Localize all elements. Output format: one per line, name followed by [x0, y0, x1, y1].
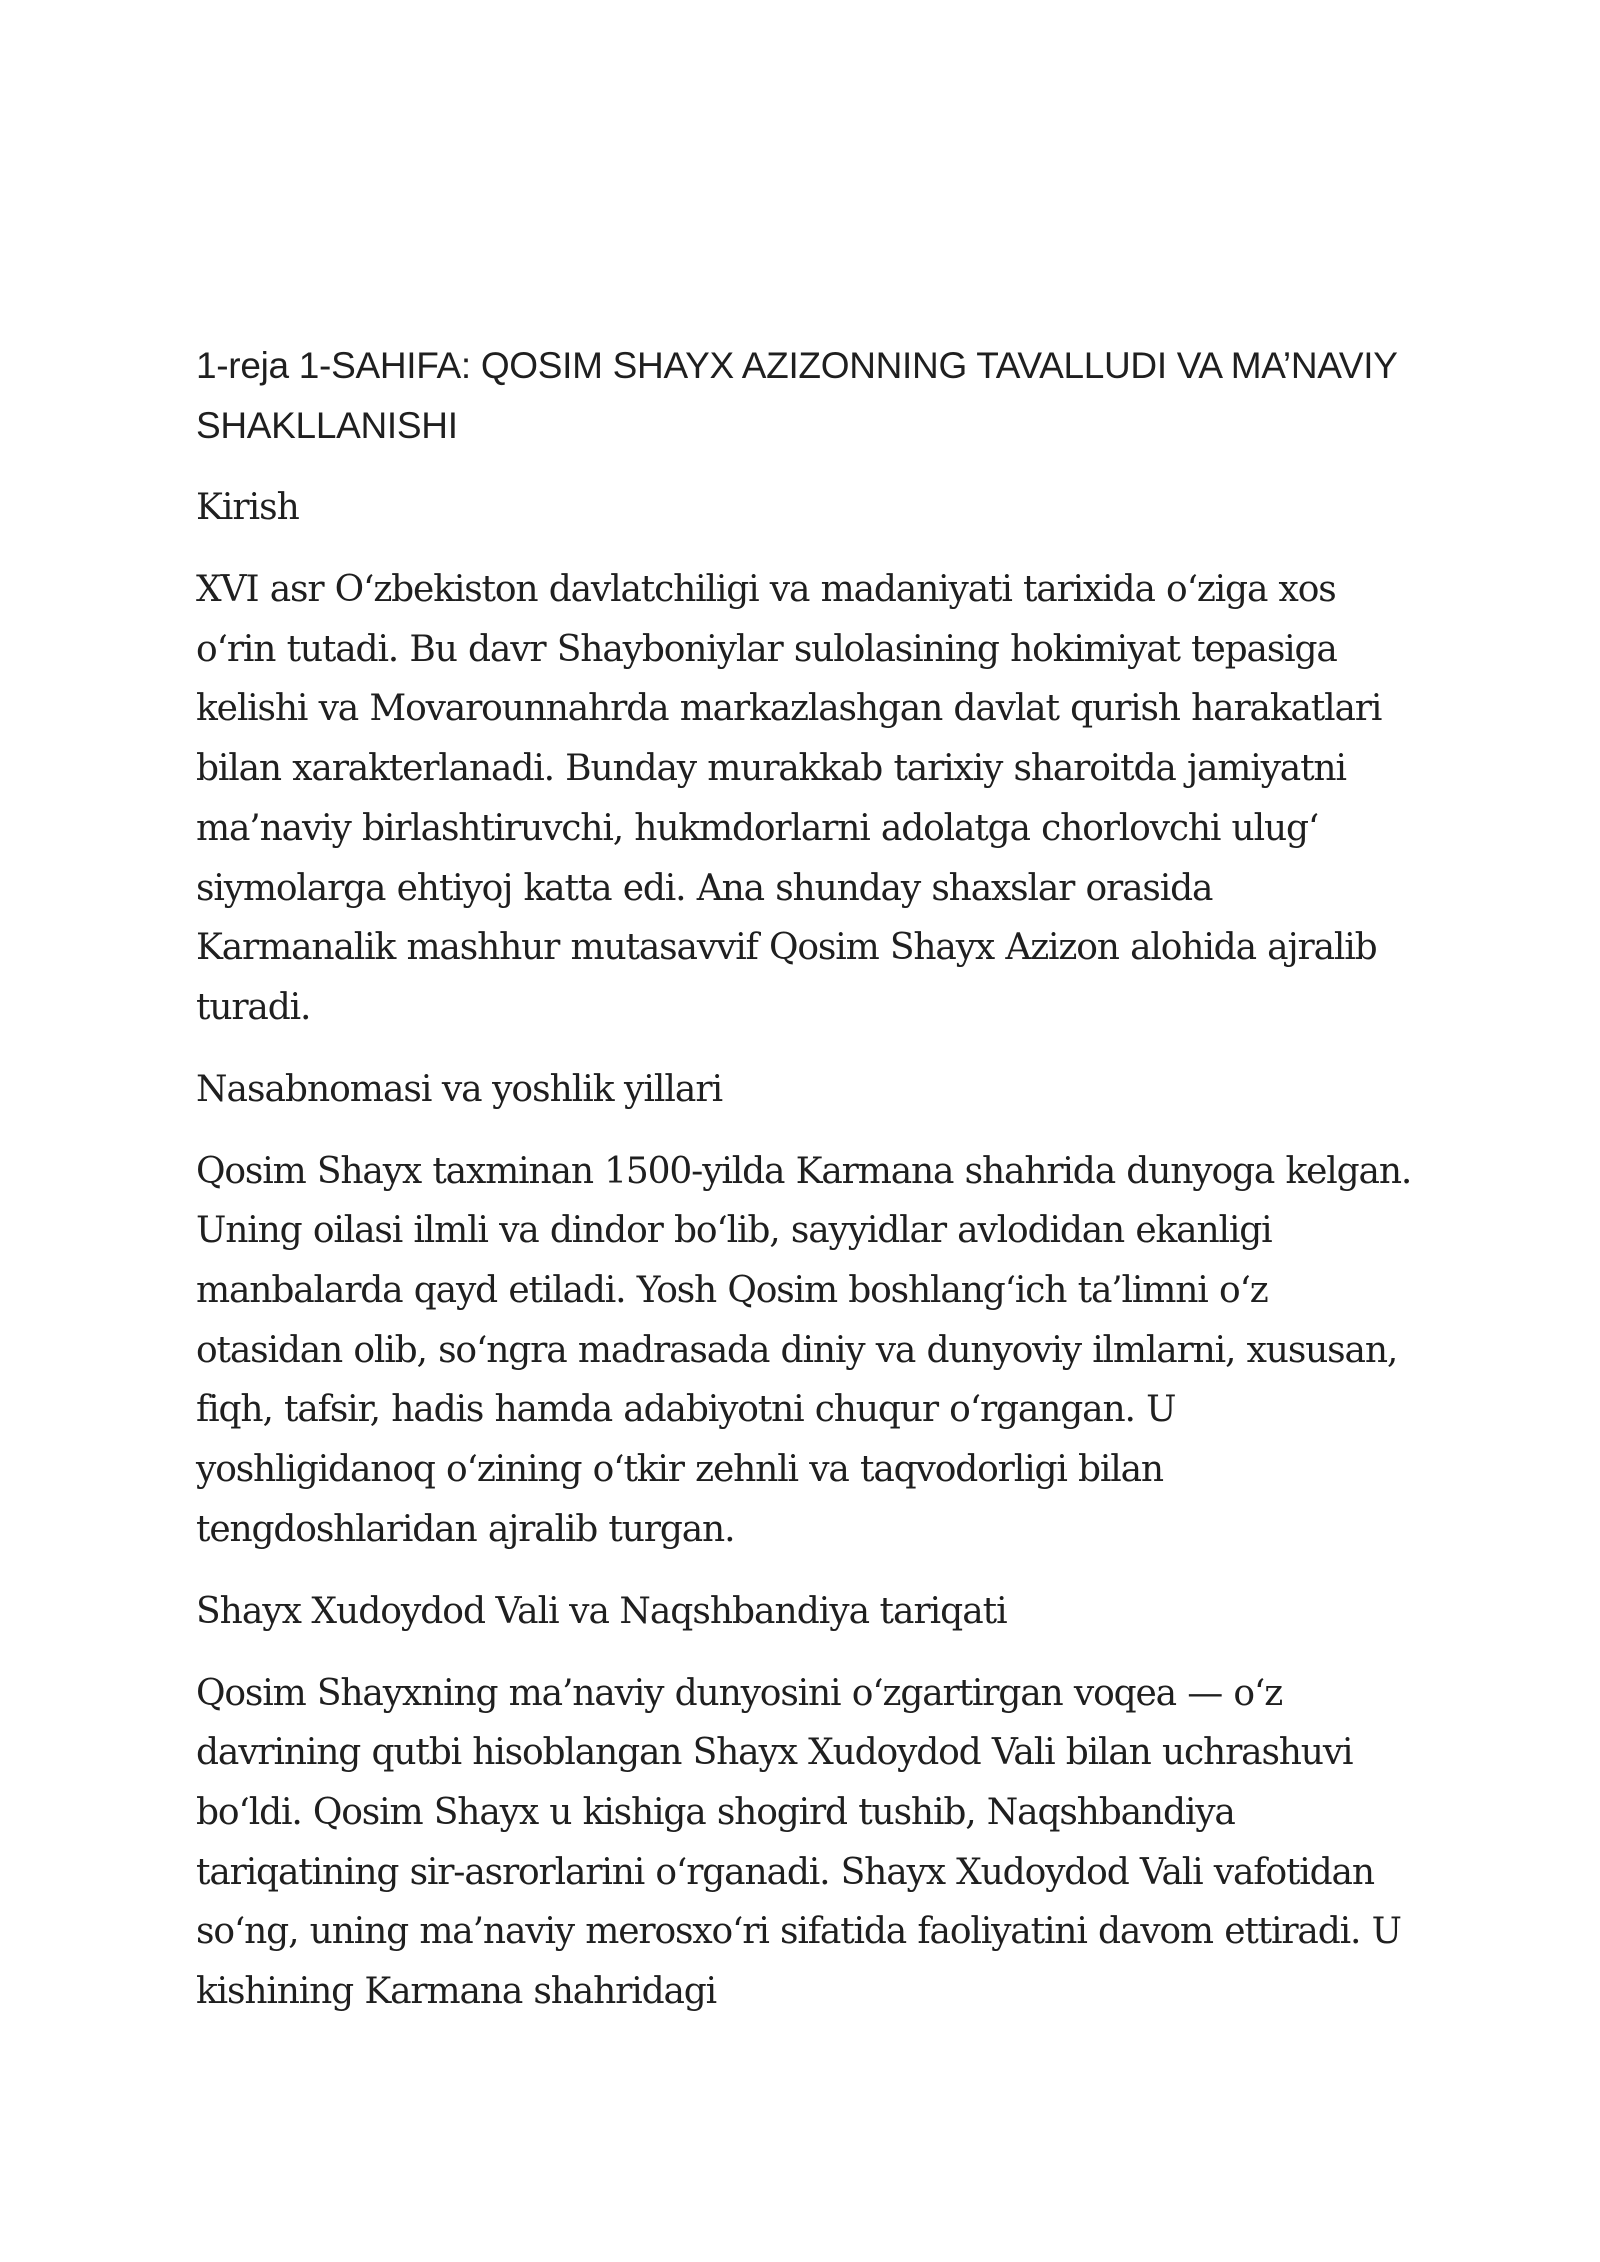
section-shayx-xudoydod [196, 1582, 1420, 2022]
section-nasabnomasi [196, 1060, 1420, 1560]
section-paragraph: Qosim Shayx taxminan 1500-yilda Karmana shahrida dunyoga kelgan. Uning oilasi ilmli va dindor bo‘lib, sayyidlar avlodidan ekanligi manbalarda qayd etiladi. Yosh Qosim boshlang‘ich ta’limni o‘z otasidan olib, so‘ngra madrasada diniy va dunyoviy ilmlarni, xususan, fiqh, tafsir, hadis hamda adabiyotni chuqur o‘rgangan. U yoshligidanoq o‘zining o‘tkir zehnli va taqvodorligi bilan tengdoshlaridan ajralib turgan. [196, 1150, 1412, 1550]
section-paragraph: Qosim Shayxning ma’naviy dunyosini o‘zgartirgan voqea — o‘z davrining qutbi hisoblangan Shayx Xudoydod Vali bilan uchrashuvi bo‘ldi. Qosim Shayx u kishiga shogird tushib, Naqshbandiya tariqatining sir-asrorlarini o‘rganadi. Shayx Xudoydod Vali vafotidan so‘ng, uning ma’naviy merosxo‘ri sifatida faoliyatini davom ettiradi. U kishining Karmana shahridagi [196, 1672, 1401, 2013]
section-heading: Shayx Xudoydod Vali va Naqshbandiya tariqati [196, 1590, 1007, 1632]
section-heading: Kirish [196, 487, 299, 528]
section-heading: Nasabnomasi va yoshlik yillari [196, 1068, 723, 1110]
document-title: 1-reja 1-SAHIFA: QOSIM SHAYX AZIZONNING TAVALLUDI VA MA’NAVIY SHAKLLANISHI [196, 345, 1397, 446]
section-kirish [196, 478, 1420, 1038]
section-paragraph: XVI asr O‘zbekiston davlatchiligi va madaniyati tarixida o‘ziga xos o‘rin tutadi. Bu davr Shayboniylar sulolasining hokimiyat tepasiga kelishi va Movarounnahrda markazlashgan davlat qurish harakatlari bilan xarakterlanadi. Bunday murakkab tarixiy sharoitda jamiyatni ma’naviy birlashtiruvchi, hukmdorlarni adolatga chorlovchi ulug‘ siymolarga ehtiyoj katta edi. Ana shunday shaxslar orasida Karmanalik mashhur mutasavvif Qosim Shayx Azizon alohida ajralib turadi. [196, 569, 1382, 1028]
document-page [196, 336, 1420, 2044]
